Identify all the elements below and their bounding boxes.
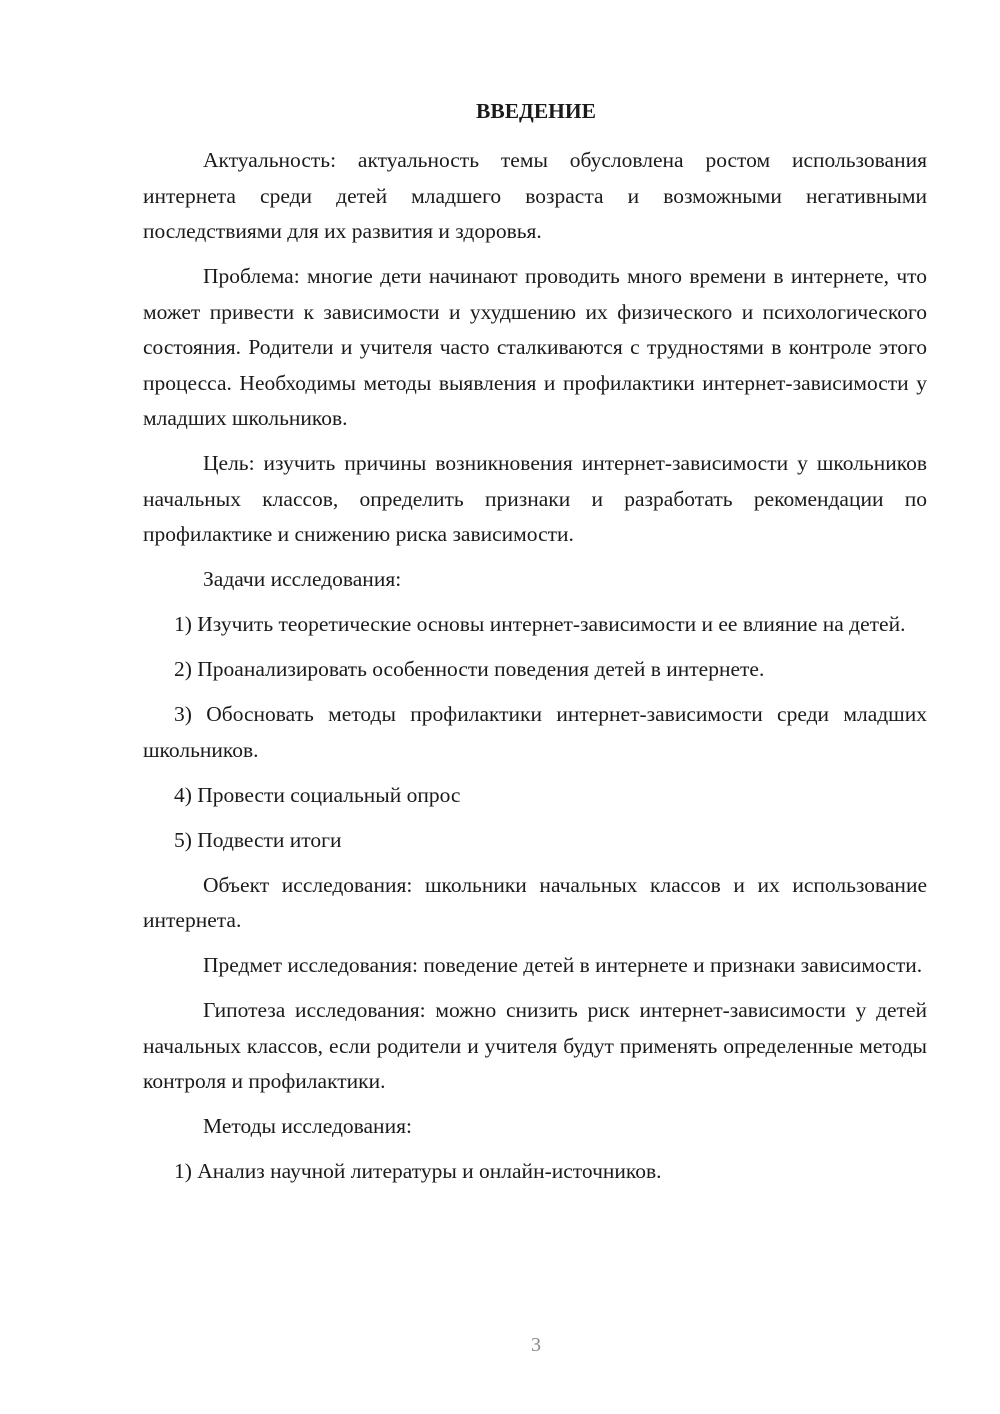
paragraph-tasks-heading: Задачи исследования: bbox=[203, 567, 402, 591]
paragraph-goal: Цель: изучить причины возникновения интернет-зависимости у школьников начальных классов, определить признаки и разработать рекомендации по профилактике и снижению риска зависимости. bbox=[143, 451, 927, 546]
list-item-task-3: 3) Обосновать методы профилактики интернет-зависимости среди младших школьников. bbox=[143, 702, 927, 762]
list-item-task-5: 5) Подвести итоги bbox=[174, 827, 342, 852]
paragraph-object: Объект исследования: школьники начальных классов и их использование интернета. bbox=[143, 872, 927, 932]
page-number: 3 bbox=[531, 1334, 541, 1356]
list-item-method-1: 1) Анализ научной литературы и онлайн-источников. bbox=[174, 1159, 662, 1183]
paragraph-relevance: Актуальность: актуальность темы обусловлена ростом использования интернета среди детей младшего возраста и возможными негативными последствиями для их развития и здоровья. bbox=[143, 148, 927, 243]
paragraph-subject: Предмет исследования: поведение детей в интернете и признаки зависимости. bbox=[203, 953, 923, 977]
list-item-task-2: 2) Проанализировать особенности поведения детей в интернете. bbox=[174, 657, 765, 681]
paragraph-methods-heading: Методы исследования: bbox=[203, 1114, 412, 1138]
page-title: ВВЕДЕНИЕ bbox=[476, 99, 596, 123]
paragraph-problem: Проблема: многие дети начинают проводить много времени в интернете, что может привести к зависимости и ухудшению их физического и психологического состояния. Родители и учителя часто сталкиваются с трудностями в контроле этого процесса. Необходимы методы выявления и профилактики интернет-зависимости у младших школьников. bbox=[143, 264, 927, 430]
paragraph-hypothesis: Гипотеза исследования: можно снизить риск интернет-зависимости у детей начальных классов, если родители и учителя будут применять определенные методы контроля и профилактики. bbox=[143, 998, 927, 1093]
document-body bbox=[143, 143, 927, 1199]
list-item-task-1: 1) Изучить теоретические основы интернет-зависимости и ее влияние на детей. bbox=[174, 612, 906, 636]
list-item-task-4: 4) Провести социальный опрос bbox=[174, 782, 461, 807]
